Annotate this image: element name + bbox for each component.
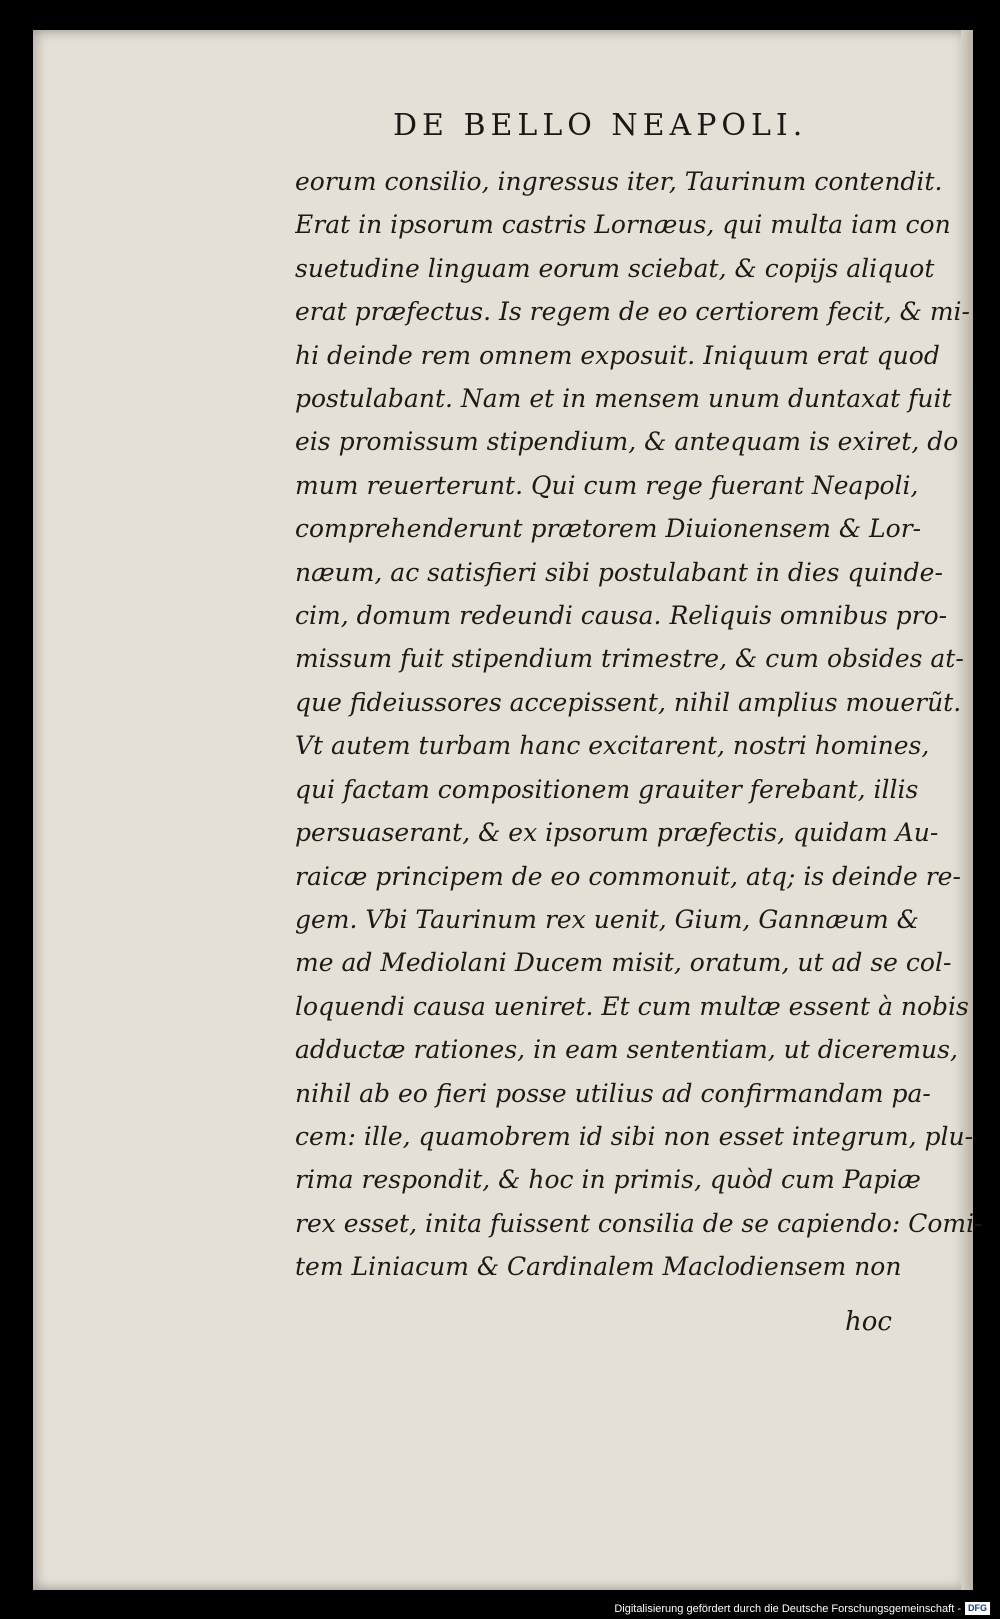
text-line: erat præfectus. Is regem de eo certiorem fecit, & mi- [295,297,970,327]
text-line: raicæ principem de eo commonuit, atq; is deinde re- [295,861,961,891]
text-line: tem Liniacum & Cardinalem Maclodiensem non [295,1252,902,1282]
text-line: que fideiussores accepissent, nihil amplius mouerũt. [295,687,962,717]
text-line: cim, domum redeundi causa. Reliquis omnibus pro- [295,601,948,631]
credit-text: Digitalisierung gefördert durch die Deutsche Forschungsgemeinschaft - [614,1602,961,1615]
text-line: rima respondit, & hoc in primis, quòd cum Papiæ [295,1165,921,1195]
text-line: persuaserant, & ex ipsorum præfectis, quidam Au- [295,818,939,848]
running-title: DE BELLO NEAPOLI. [393,108,808,143]
catchword: hoc [845,1307,892,1337]
text-line: eorum consilio, ingressus iter, Taurinum contendit. [295,167,943,196]
text-line: qui factam compositionem grauiter ferebant, illis [295,774,919,804]
text-line: mum reuerterunt. Qui cum rege fuerant Neapoli, [295,470,919,500]
text-line: me ad Mediolani Ducem misit, oratum, ut ad se col- [295,948,952,978]
digitization-credit [614,1602,990,1615]
text-line: Erat in ipsorum castris Lornæus, qui multa iam con [295,210,951,240]
text-line: adductæ rationes, in eam sententiam, ut diceremus, [295,1035,958,1065]
text-line: cem: ille, quamobrem id sibi non esset integrum, plu- [295,1121,974,1151]
text-line: comprehenderunt prætorem Diuionensem & Lor- [295,514,922,544]
text-line: loquendi causa ueniret. Et cum multæ essent à nobis [295,991,969,1021]
body-text [295,160,985,1289]
dfg-logo: DFG [965,1602,990,1615]
text-line: hi deinde rem omnem exposuit. Iniquum erat quod [295,340,940,370]
text-line: suetudine linguam eorum sciebat, & copijs aliquot [295,253,935,283]
text-line: næum, ac satisfieri sibi postulabant in dies quinde- [295,557,943,587]
text-line: nihil ab eo fieri posse utilius ad confirmandam pa- [295,1078,931,1108]
text-line: postulabant. Nam et in mensem unum duntaxat fuit [295,384,952,414]
text-line: rex esset, inita fuissent consilia de se capiendo: Comi- [295,1208,983,1238]
book-page [33,30,983,1590]
text-line: missum fuit stipendium trimestre, & cum obsides at- [295,644,964,674]
text-line: gem. Vbi Taurinum rex uenit, Gium, Gannæum & [295,904,919,934]
text-line: eis promissum stipendium, & antequam is exiret, do [295,427,959,457]
text-line: Vt autem turbam hanc excitarent, nostri homines, [295,731,930,761]
